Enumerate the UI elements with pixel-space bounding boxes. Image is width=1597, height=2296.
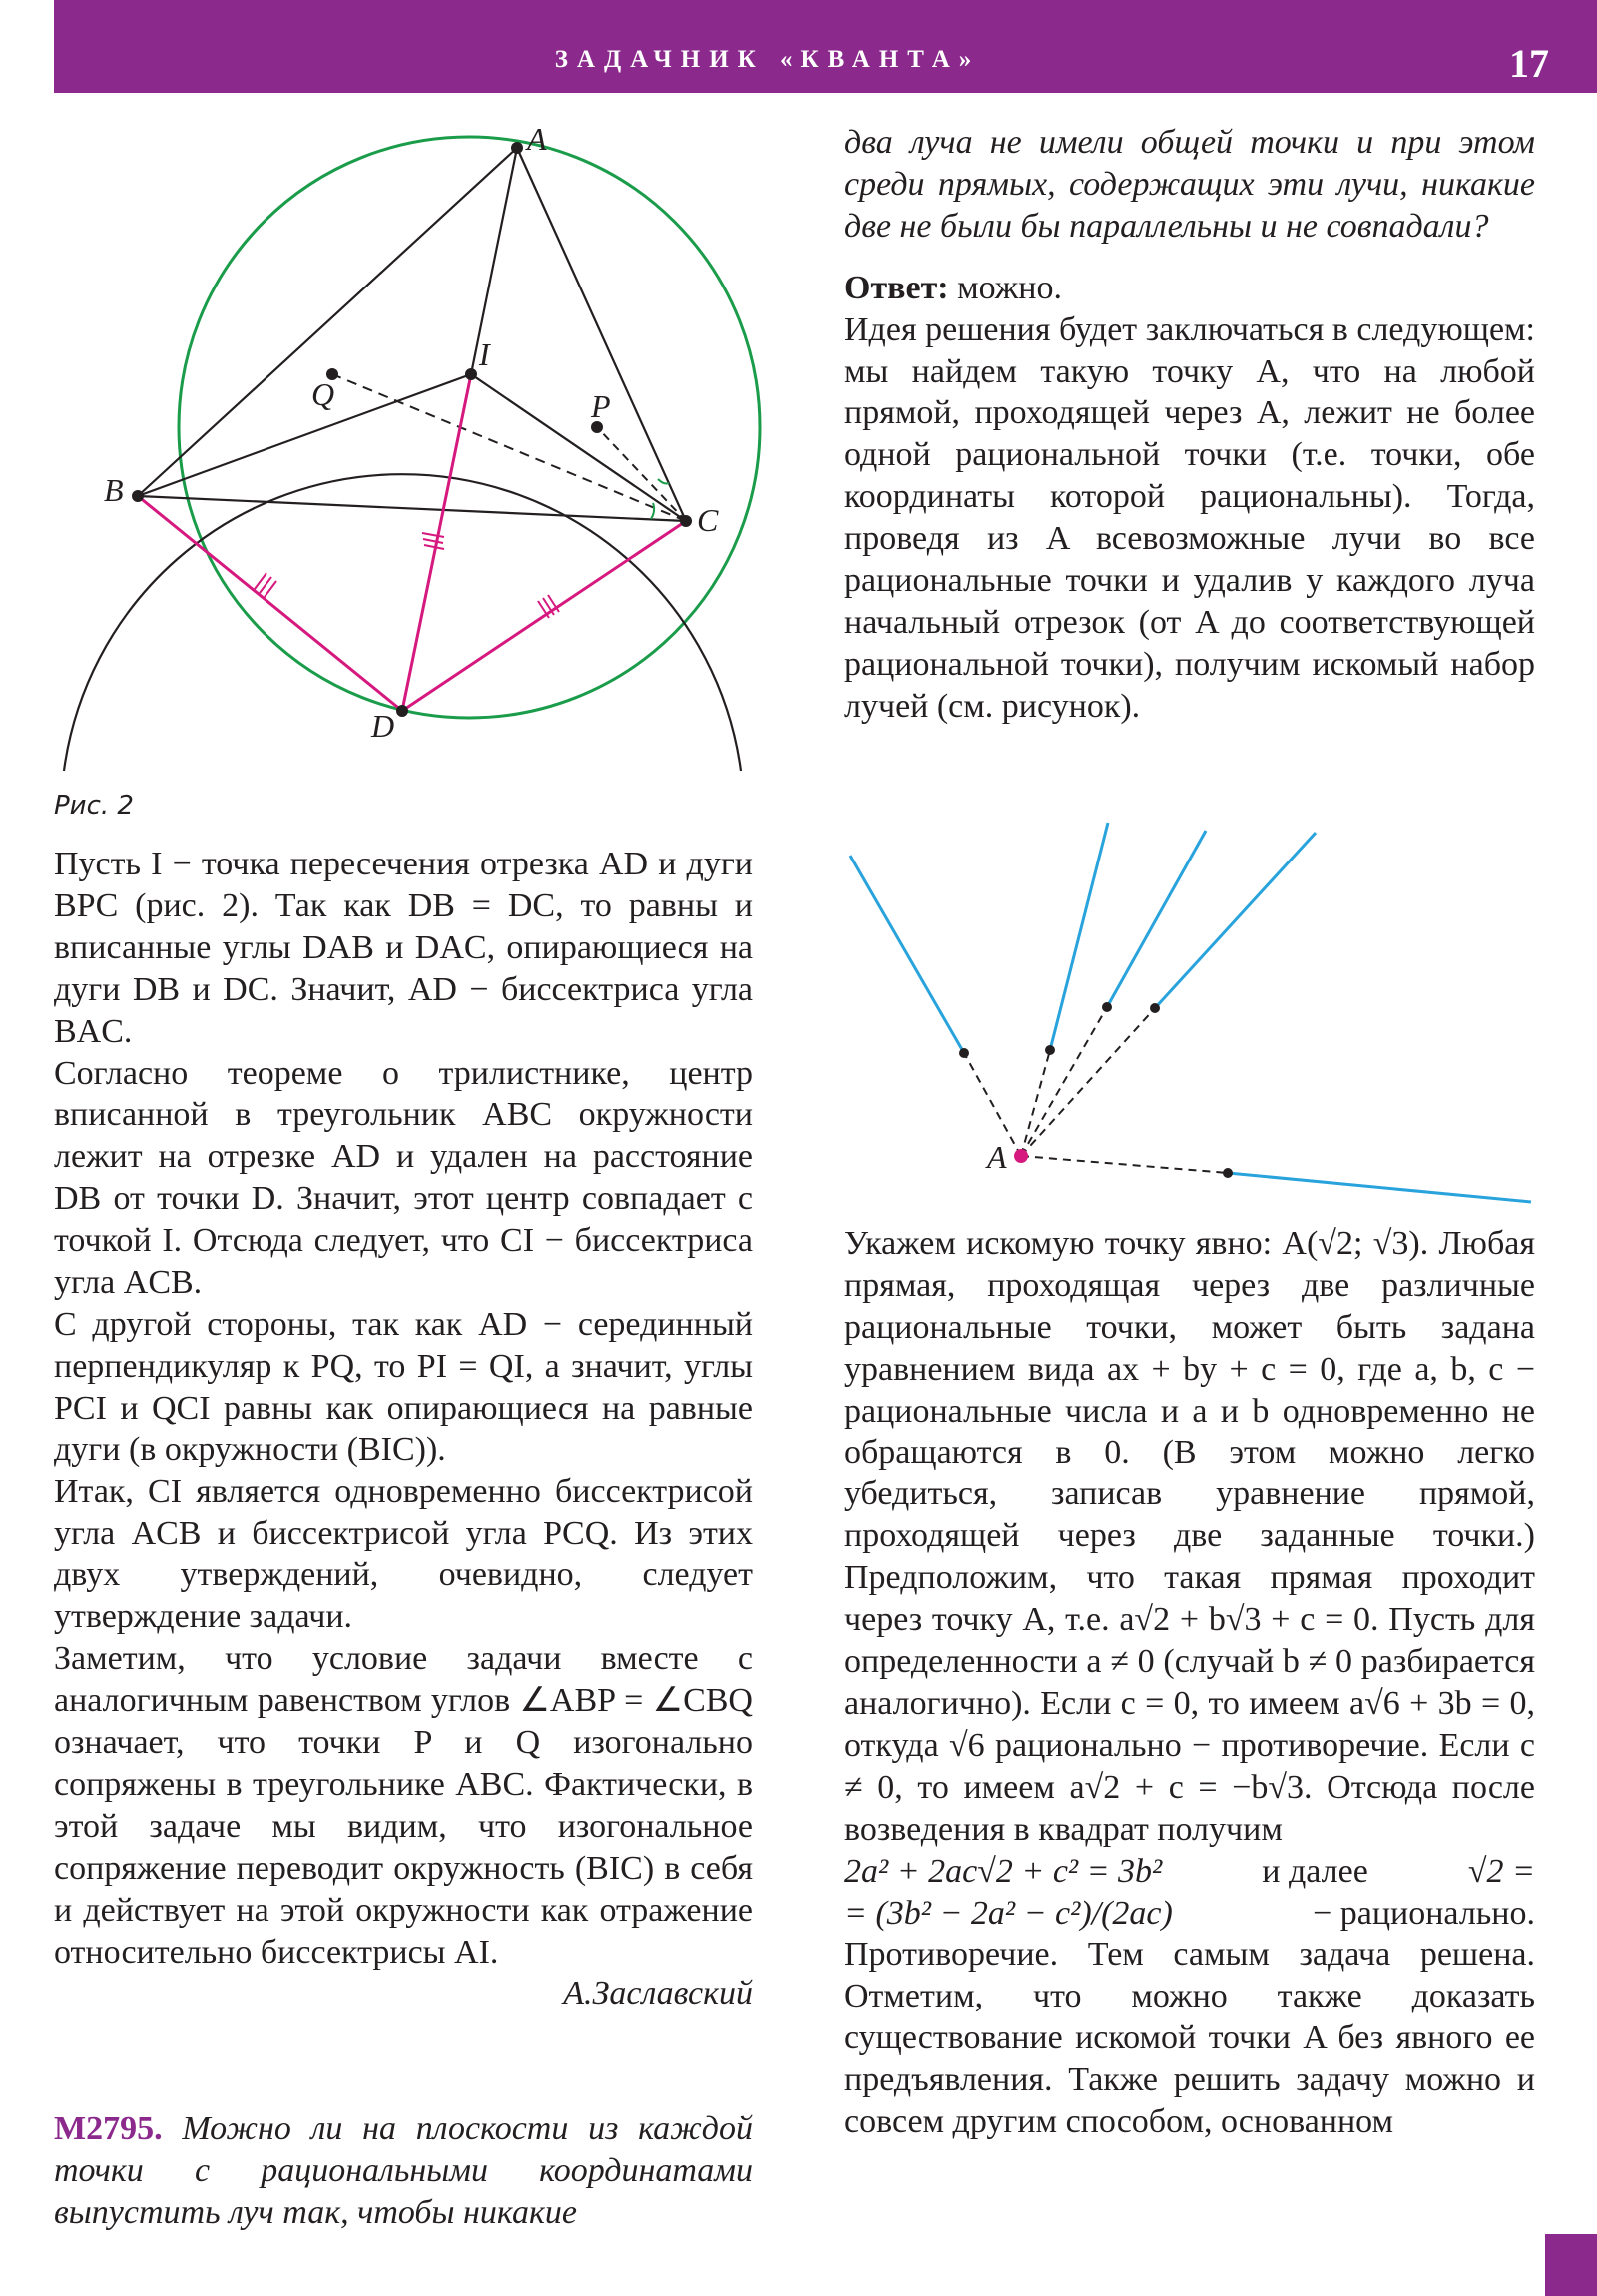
paragraph: Противоречие. Тем самым задача решена. Отметим, что можно также доказать существование искомой точки A без явного ее предъявления. Также решить задачу можно и совсем другим способом, основанном: [844, 1936, 1535, 2141]
paragraph: Пусть I − точка пересечения отрезка AD и дуги BPC (рис. 2). Так как DB = DC, то равны и вписанные углы DAB и DAC, опирающиеся на дуги DB и DC. Значит, AD − биссектриса угла BAC.: [54, 846, 753, 1050]
side-bc: [138, 496, 686, 521]
paragraph: Идея решения будет заключаться в следующем: мы найдем такую точку A, что на любой прямой, проходящей через A, лежит не более одной рациональной точки (т.е. точки, обе координаты которой рациональны). Тогда, проведя из A всевозможные лучи во все рациональные точки и удалив у каждого луча начальный отрезок (от A до соответствующей рациональной точки), получим искомый набор лучей (см. рисунок).: [844, 310, 1535, 725]
formula-line-1: 2a² + 2ac√2 + c² = 3b² и далее √2 =: [844, 1852, 1535, 1890]
segment-ai: [471, 148, 517, 374]
page-number: 17: [1509, 41, 1549, 86]
segment-cq: [332, 374, 686, 521]
figure-caption: Рис. 2: [54, 791, 134, 821]
problem-continuation: два луча не имели общей точки и при этом среди прямых, содержащих эти лучи, никакие две не были бы параллельны и не совпадали?: [844, 124, 1535, 245]
segment-cd: [402, 521, 686, 711]
point-a: [1014, 1149, 1028, 1163]
label-q: Q: [311, 376, 335, 412]
label-c: C: [697, 502, 719, 538]
figure-rays: [844, 817, 1543, 1236]
left-column: [54, 844, 753, 2014]
label-i: I: [479, 336, 490, 372]
paragraph: Итак, CI является одновременно биссектрисой угла ACB и биссектрисой угла PCQ. Из этих двух утверждений, очевидно, следует утверждение задачи.: [54, 1472, 753, 1636]
answer-label: Ответ:: [844, 269, 949, 306]
problem-text: Можно ли на плоскости из каждой точки с рациональными координатами выпустить луч так, чтобы никакие: [54, 2110, 753, 2231]
right-column-top: [844, 122, 1535, 728]
label-d: D: [371, 708, 395, 744]
label-b: B: [104, 472, 124, 508]
paragraph: С другой стороны, так как AD − серединный перпендикуляр к PQ, то PI = QI, а значит, углы PCI и QCI равны как опирающиеся на равные дуги (в окружности (BIC)).: [54, 1305, 753, 1468]
paragraph: Согласно теореме о трилистнике, центр вписанной в треугольник ABC окружности лежит на отрезке AD и удален на расстояние DB от точки D. Значит, этот центр совпадает с точкой I. Отсюда следует, что CI − биссектриса угла ACB.: [54, 1054, 753, 1302]
segment-bd: [138, 496, 402, 711]
formula-line-2: = (3b² − 2a² − c²)/(2ac) − рационально.: [844, 1894, 1535, 1932]
side-ac: [517, 148, 686, 521]
author-signature: А.Заславский: [563, 1975, 753, 2012]
header-title: ЗАДАЧНИК «КВАНТА»: [554, 46, 981, 73]
paragraph: Укажем искомую точку явно: A(√2; √3). Любая прямая, проходящая через две различные рациональные точки, может быть задана уравнением вида ax + by + c = 0, где a, b, c − рациональные числа и a и b одновременно не обращаются в 0. (В этом можно легко убедиться, записав уравнение прямой, проходящей через две заданные точки.) Предположим, что такая прямая проходит через точку A, т.е. a√2 + b√3 + c = 0. Пусть для определенности a ≠ 0 (случай b ≠ 0 разбирается аналогично). Если c = 0, то имеем a√6 + 3b = 0, откуда √6 рационально − противоречие. Если c ≠ 0, то имеем a√2 + c = −b√3. Отсюда после возведения в квадрат получим: [844, 1225, 1535, 1848]
right-column-bottom: [844, 1223, 1535, 2143]
segment-cp: [597, 427, 686, 521]
tick-marks: [255, 533, 559, 618]
rays: [850, 823, 1531, 1202]
side-ab: [138, 148, 517, 496]
paragraph: Заметим, что условие задачи вместе с аналогичным равенством углов ∠ABP = ∠CBQ означает, что точки P и Q изогонально сопряжены в треугольнике ABC. Фактически, в этой задаче мы видим, что изогональное сопряжение переводит окружность (BIC) в себя и действует на этой окружности как отражение относительно биссектрисы AI.: [54, 1640, 753, 1971]
circumcircle: [179, 137, 760, 718]
page-header: [54, 0, 1597, 93]
figure-points: [132, 142, 692, 717]
label-a: A: [987, 1139, 1007, 1175]
label-p: P: [591, 388, 611, 424]
figure-2: [54, 100, 793, 799]
problem-statement: [54, 2108, 753, 2234]
segment-bi: [138, 374, 471, 496]
answer-text: можно.: [948, 269, 1062, 306]
page-corner-tab: [1545, 2234, 1597, 2296]
angle-mark-1: [651, 503, 654, 519]
label-a: A: [527, 121, 547, 157]
problem-id: М2795.: [54, 2110, 163, 2147]
